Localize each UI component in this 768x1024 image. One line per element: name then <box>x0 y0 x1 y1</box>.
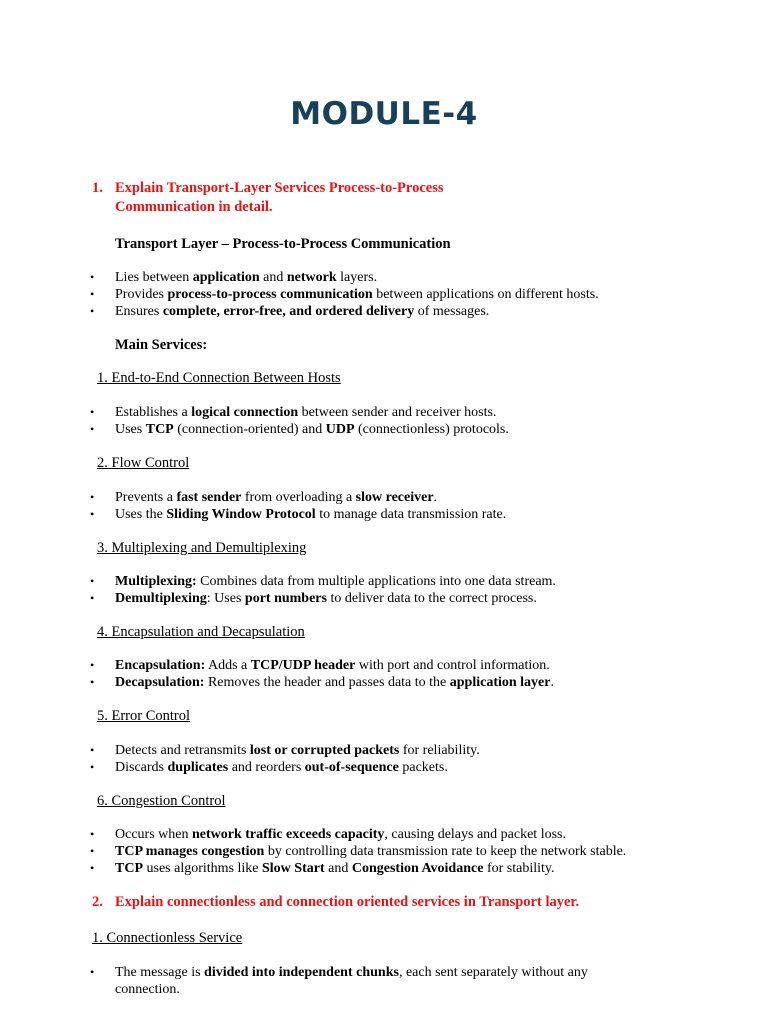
body-text: Provides <box>115 287 168 302</box>
body-text: and <box>259 270 287 285</box>
section-bullets <box>90 489 750 523</box>
body-text: (connection-oriented) and <box>173 422 326 437</box>
bold-text: Slow Start <box>262 861 325 876</box>
section-heading: 4. Encapsulation and Decapsulation <box>97 624 305 640</box>
body-text: Combines data from multiple applications into one data stream. <box>196 574 556 589</box>
subtitle: Transport Layer – Process-to-Process Communication <box>115 236 451 252</box>
bullet-item <box>90 489 750 506</box>
body-text: and reorders <box>228 760 305 775</box>
bold-text: Demultiplexing <box>115 591 207 606</box>
body-text: by controlling data transmission rate to keep the network stable. <box>264 844 627 859</box>
bullet-item <box>90 269 750 286</box>
body-text: for stability. <box>483 861 555 876</box>
bullet-item <box>90 657 750 674</box>
body-text: : Uses <box>206 591 245 606</box>
bold-text: logical connection <box>191 405 299 420</box>
bold-text: divided into independent chunks <box>204 965 399 980</box>
bold-text: application <box>192 270 260 285</box>
bold-text: slow receiver <box>355 490 434 505</box>
question-line: Communication in detail. <box>115 199 273 215</box>
section-bullets <box>90 404 750 438</box>
section-heading: 6. Congestion Control <box>97 793 226 809</box>
bullet-item <box>90 826 750 843</box>
body-text: between sender and receiver hosts. <box>298 405 497 420</box>
question-number: 2. <box>92 894 103 910</box>
body-text: , causing delays and packet loss. <box>384 827 566 842</box>
bullet-item <box>90 674 750 691</box>
body-text: for reliability. <box>399 743 480 758</box>
body-text: , each sent separately without any connection. <box>115 965 588 997</box>
bold-text: Congestion Avoidance <box>351 861 484 876</box>
body-text: Adds a <box>205 658 251 673</box>
bold-text: Decapsulation: <box>115 675 205 690</box>
bullet-item <box>90 421 750 438</box>
bullet-item <box>90 742 750 759</box>
body-text: Discards <box>115 760 168 775</box>
bold-text: application layer <box>449 675 551 690</box>
section-bullets <box>90 964 650 998</box>
bullet-item <box>90 964 650 998</box>
bullet-item <box>90 590 750 607</box>
bold-text: process-to-process communication <box>167 287 373 302</box>
body-text: Ensures <box>115 304 163 319</box>
question-line: Explain connectionless and connection oriented services in Transport layer. <box>115 894 580 910</box>
body-text: between applications on different hosts. <box>372 287 599 302</box>
bold-text: complete, error-free, and ordered delivery <box>162 304 415 319</box>
bold-text: TCP <box>145 422 174 437</box>
section-heading: 5. Error Control <box>97 708 191 724</box>
body-text: to deliver data to the correct process. <box>326 591 537 606</box>
bold-text: TCP/UDP header <box>250 658 356 673</box>
section-heading: 3. Multiplexing and Demultiplexing <box>97 540 307 556</box>
main-services-label: Main Services: <box>115 337 208 353</box>
body-text: and <box>324 861 352 876</box>
body-text: layers. <box>336 270 378 285</box>
bullet-item <box>90 404 750 421</box>
section-heading: 1. End-to-End Connection Between Hosts <box>97 370 341 386</box>
body-text: of messages. <box>414 304 490 319</box>
bold-text: duplicates <box>167 760 229 775</box>
bold-text: TCP manages congestion <box>115 844 265 859</box>
bold-text: network traffic exceeds capacity <box>191 827 385 842</box>
body-text: uses algorithms like <box>143 861 262 876</box>
bold-text: TCP <box>115 861 143 876</box>
question-number: 1. <box>92 180 103 196</box>
question-1 <box>92 179 512 217</box>
bold-text: network <box>286 270 337 285</box>
body-text: Detects and retransmits <box>115 743 250 758</box>
bullet-item <box>90 843 750 860</box>
bold-text: lost or corrupted packets <box>249 743 400 758</box>
body-text: Establishes a <box>115 405 192 420</box>
body-text: Uses the <box>115 507 167 522</box>
bold-text: Sliding Window Protocol <box>166 507 316 522</box>
body-text: with port and control information. <box>355 658 550 673</box>
bold-text: port numbers <box>244 591 327 606</box>
bold-text: out-of-sequence <box>304 760 399 775</box>
bullet-item <box>90 759 750 776</box>
intro-bullets <box>90 269 750 320</box>
body-text: The message is <box>115 965 205 980</box>
question-line: Explain Transport-Layer Services Process-to-Process <box>115 180 444 196</box>
body-text: (connectionless) protocols. <box>354 422 509 437</box>
body-text: Prevents a <box>115 490 177 505</box>
body-text: to manage data transmission rate. <box>315 507 507 522</box>
section-bullets <box>90 573 750 607</box>
section-heading: 1. Connectionless Service <box>92 930 243 946</box>
body-text: Uses <box>115 422 146 437</box>
bullet-item <box>90 303 750 320</box>
section-bullets <box>90 657 750 691</box>
section-bullets <box>90 742 750 776</box>
bold-text: Multiplexing: <box>115 574 197 589</box>
bullet-item <box>90 286 750 303</box>
body-text: . <box>550 675 554 690</box>
bold-text: Encapsulation: <box>115 658 206 673</box>
bullet-item <box>90 860 750 877</box>
body-text: . <box>433 490 438 505</box>
bullet-item <box>90 506 750 523</box>
body-text: packets. <box>398 760 448 775</box>
body-text: from overloading a <box>241 490 356 505</box>
bold-text: UDP <box>325 422 355 437</box>
body-text: Occurs when <box>115 827 192 842</box>
body-text: Lies between <box>115 270 193 285</box>
question-2 <box>92 893 752 912</box>
section-heading: 2. Flow Control <box>97 455 190 471</box>
body-text: Removes the header and passes data to the <box>204 675 450 690</box>
bullet-item <box>90 573 750 590</box>
bold-text: fast sender <box>176 490 242 505</box>
section-bullets <box>90 826 750 877</box>
page-title: MODULE-4 <box>290 96 478 132</box>
